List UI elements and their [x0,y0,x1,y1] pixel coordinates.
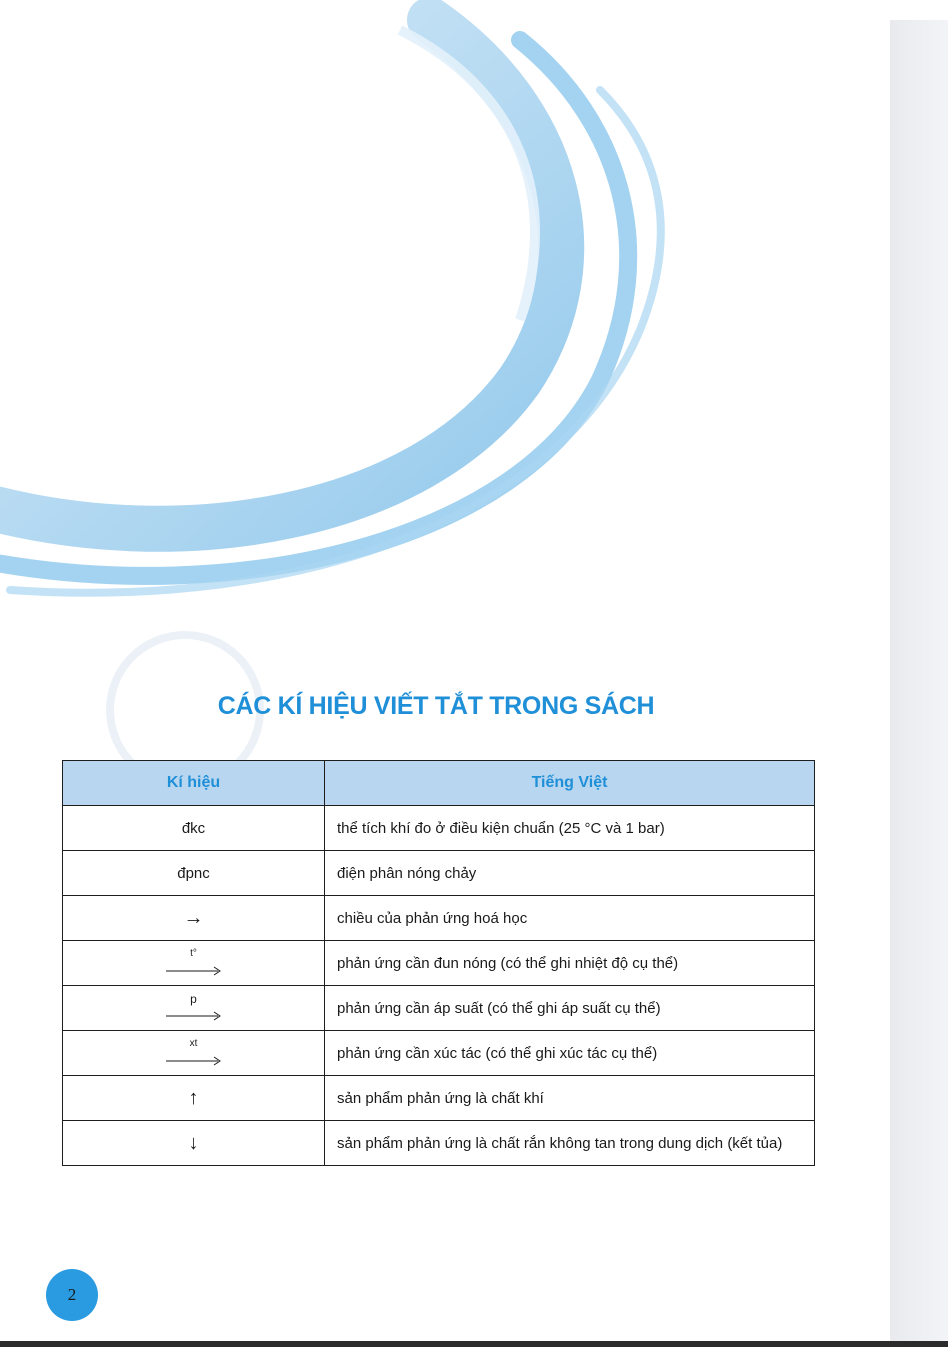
meaning-cell: điện phân nóng chảy [325,851,815,896]
table-row [63,1031,815,1076]
table-row [63,806,815,851]
right-arrow-icon: → [183,907,204,929]
pressure-arrow-icon [166,993,222,1023]
arrow-condition-label: t° [190,948,197,959]
symbol-cell: đpnc [63,851,325,896]
header-symbol: Kí hiệu [63,761,325,806]
abbreviation-table [62,760,815,1166]
meaning-cell: sản phẩm phản ứng là chất khí [325,1076,815,1121]
arrow-condition-label: xt [189,1038,198,1049]
table-row [63,851,815,896]
meaning-cell: sản phẩm phản ứng là chất rắn không tan trong dung dịch (kết tủa) [325,1121,815,1166]
symbol-cell [63,941,325,986]
header-meaning: Tiếng Việt [325,761,815,806]
arrow-condition-label: p [190,992,197,1006]
symbol-cell [63,986,325,1031]
adjacent-page-edge [890,20,948,1347]
table-header-row [63,761,815,806]
symbol-cell [63,1076,325,1121]
symbol-cell [63,896,325,941]
scan-bottom-edge [0,1341,948,1347]
table-row [63,896,815,941]
table-row [63,1121,815,1166]
meaning-cell: phản ứng cần xúc tác (có thể ghi xúc tác cụ thể) [325,1031,815,1076]
table-row [63,941,815,986]
table-row [63,1076,815,1121]
meaning-cell: chiều của phản ứng hoá học [325,896,815,941]
catalyst-arrow-icon [166,1038,222,1068]
heating-arrow-icon [166,948,222,978]
up-arrow-icon: ↑ [188,1087,199,1109]
page-heading: CÁC KÍ HIỆU VIẾT TẮT TRONG SÁCH [217,692,655,720]
symbol-cell: đkc [63,806,325,851]
symbol-cell [63,1031,325,1076]
meaning-cell: thể tích khí đo ở điều kiện chuẩn (25 °C và 1 bar) [325,806,815,851]
down-arrow-icon: ↓ [188,1132,199,1154]
table-row [63,986,815,1031]
symbol-cell [63,1121,325,1166]
meaning-cell: phản ứng cần áp suất (có thể ghi áp suất cụ thể) [325,986,815,1031]
page-number-badge: 2 [46,1269,98,1321]
meaning-cell: phản ứng cần đun nóng (có thể ghi nhiệt độ cụ thể) [325,941,815,986]
